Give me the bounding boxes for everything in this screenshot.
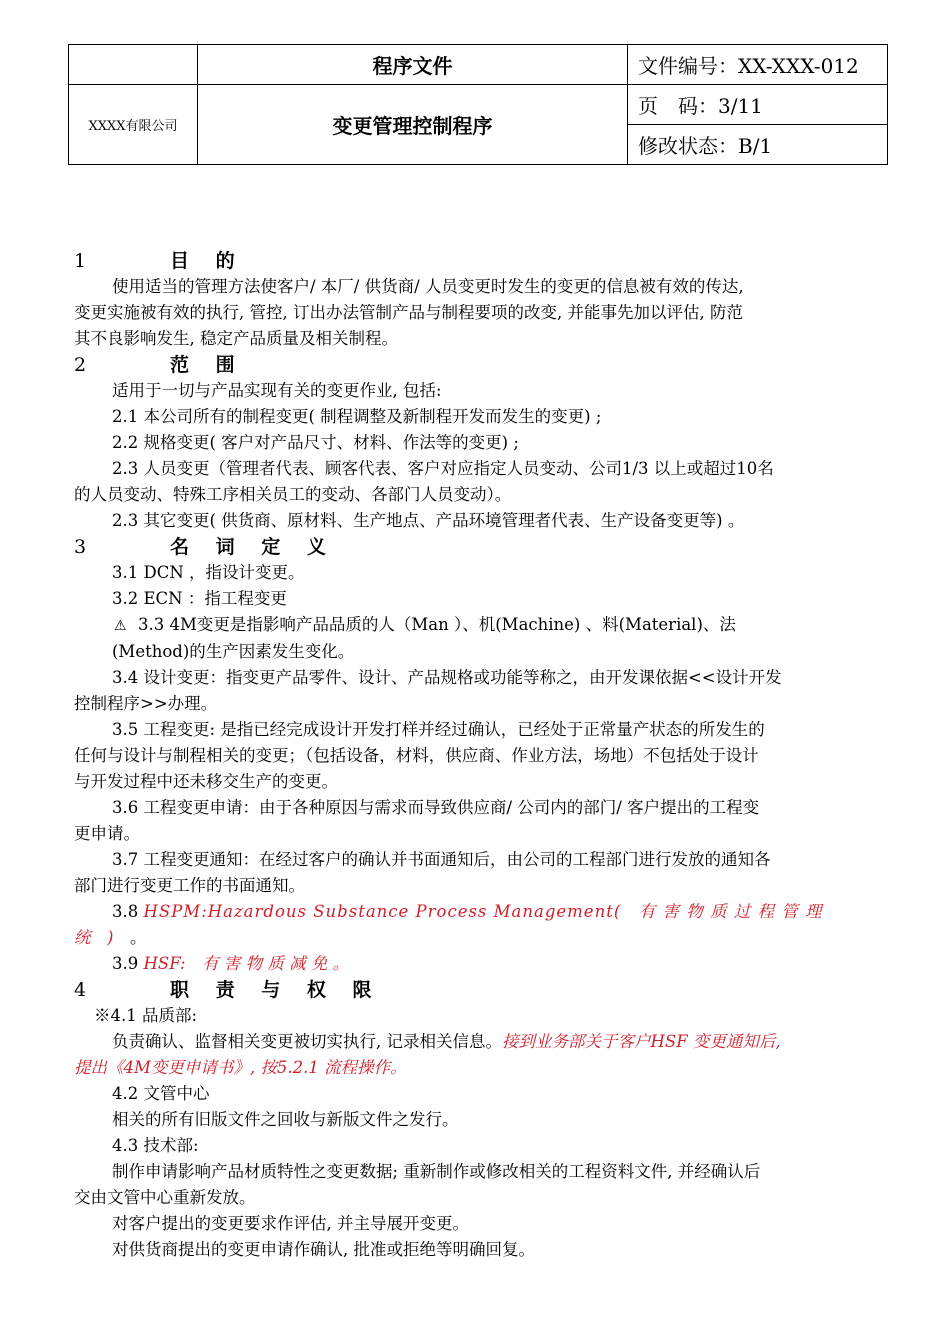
- list-item: 2.3 其它变更( 供货商、原材料、生产地点、产品环境管理者代表、生产设备变更等) 。: [112, 511, 745, 530]
- definition-item-continued: (Method)的生产因素发生变化。: [112, 642, 355, 661]
- document-header-table: [68, 44, 888, 165]
- definition-item: 3.6 工程变更申请：由于各种原因与需求而导致供应商/ 公司内的部门/ 客户提出的工程变: [112, 798, 760, 817]
- definition-item: 3.2 ECN ：指工程变更: [112, 589, 287, 608]
- highlighted-text: HSPM:Hazardous Substance Process Management( 有 害 物 质 过 程 管 理: [143, 902, 823, 921]
- paragraph-line: 制作申请影响产品材质特性之变更数据; 重新制作或修改相关的工程资料文件, 并经确认后: [112, 1162, 761, 1181]
- definition-item: 3.5 工程变更: 是指已经完成设计开发打样并经过确认，已经处于正常量产状态的所发生的: [112, 720, 765, 739]
- subsection-heading: ※4.1 品质部:: [94, 1006, 198, 1025]
- definition-item: 3.9 HSF: 有 害 物 质 减 免 。: [112, 954, 350, 973]
- definition-item: 3.1 DCN ，指设计变更。: [112, 563, 305, 582]
- definition-item: ⚠ 3.3 4M变更是指影响产品品质的人（Man ）、机(Machine) 、料(Material)、法: [74, 612, 886, 639]
- definition-item: 3.4 设计变更：指变更产品零件、设计、产品规格或功能等称之，由开发课依据<<设计开发: [112, 668, 782, 687]
- paragraph-line: 对供货商提出的变更申请作确认, 批准或拒绝等明确回复。: [112, 1240, 535, 1259]
- header-blank-cell: [69, 45, 198, 85]
- paragraph-line: 其不良影响发生, 稳定产品质量及相关制程。: [74, 329, 398, 348]
- definition-item-continued: 更申请。: [74, 824, 140, 843]
- highlighted-text: 接到业务部关于客户HSF 变更通知后,: [502, 1032, 781, 1051]
- list-item: 2.1 本公司所有的制程变更( 制程调整及新制程开发而发生的变更) ;: [112, 407, 602, 426]
- section-heading-4: 4 职 责 与 权 限: [74, 979, 382, 1001]
- revision-status: 修改状态：B/1: [628, 125, 888, 165]
- definition-item-continued: 控制程序>>办理。: [74, 694, 218, 713]
- page-number: 页 码：3/11: [628, 85, 888, 125]
- section-heading-2: 2 范 围: [74, 354, 245, 376]
- definition-item-continued: 与开发过程中还未移交生产的变更。: [74, 772, 338, 791]
- list-item-continued: 的人员变动、特殊工序相关员工的变动、各部门人员变动）。: [74, 485, 512, 504]
- subsection-heading: 4.2 文管中心: [112, 1084, 210, 1103]
- paragraph-line: 适用于一切与产品实现有关的变更作业, 包括:: [112, 381, 442, 400]
- definition-item-continued: 部门进行变更工作的书面通知。: [74, 876, 305, 895]
- paragraph-line: 变更实施被有效的执行, 管控, 订出办法管制产品与制程要项的改变, 并能事先加以评估, 防范: [74, 303, 743, 322]
- definition-item-continued: 统 ) 。: [74, 928, 147, 947]
- highlighted-text: HSF: 有 害 物 质 减 免 。: [143, 954, 350, 973]
- paragraph-line: 使用适当的管理方法使客户/ 本厂/ 供货商/ 人员变更时发生的变更的信息被有效的传达,: [112, 277, 744, 296]
- list-item: 2.3 人员变更（管理者代表、顾客代表、客户对应指定人员变动、公司1/3 以上或超过10名: [112, 459, 774, 478]
- section-heading-1: 1 目 的: [74, 250, 245, 272]
- doc-title: 变更管理控制程序: [198, 85, 628, 165]
- section-heading-3: 3 名 词 定 义: [74, 536, 336, 558]
- paragraph-line: 负责确认、监督相关变更被切实执行, 记录相关信息。接到业务部关于客户HSF 变更通知后,: [112, 1032, 781, 1051]
- doc-number: 文件编号：XX-XXX-012: [628, 45, 888, 85]
- warning-triangle-icon: ⚠: [114, 618, 127, 634]
- definition-item: 3.8 HSPM:Hazardous Substance Process Management( 有 害 物 质 过 程 管 理: [112, 902, 823, 921]
- company-name: XXXX有限公司: [69, 85, 198, 165]
- definition-item-continued: 任何与设计与制程相关的变更；（包括设备，材料，供应商、作业方法，场地）不包括处于设计: [74, 746, 759, 765]
- paragraph-line: 交由文管中心重新发放。: [74, 1188, 256, 1207]
- document-body: [74, 248, 886, 1263]
- subsection-heading: 4.3 技术部:: [112, 1136, 199, 1155]
- highlighted-text: 统 ): [74, 928, 114, 947]
- list-item: 2.2 规格变更( 客户对产品尺寸、材料、作法等的变更) ;: [112, 433, 519, 452]
- paragraph-line: 相关的所有旧版文件之回收与新版文件之发行。: [112, 1110, 459, 1129]
- paragraph-line: [74, 1055, 886, 1081]
- highlighted-text: 提出《4M变更申请书》, 按5.2.1 流程操作。: [74, 1058, 407, 1077]
- doc-type: 程序文件: [198, 45, 628, 85]
- definition-item: 3.7 工程变更通知：在经过客户的确认并书面通知后，由公司的工程部门进行发放的通知各: [112, 850, 771, 869]
- paragraph-line: 对客户提出的变更要求作评估, 并主导展开变更。: [112, 1214, 469, 1233]
